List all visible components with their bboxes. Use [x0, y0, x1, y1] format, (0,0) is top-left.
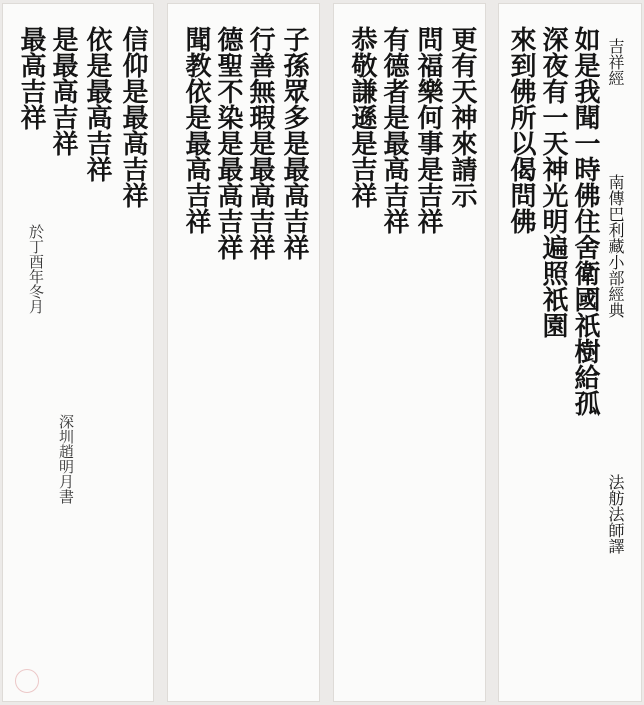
scroll-panel-3: [167, 3, 320, 702]
scroll-panel-2: [333, 3, 486, 702]
script-column: 更有天神來請示: [447, 26, 477, 208]
script-column: 來到佛所以偈問佛: [506, 26, 536, 234]
seal-stamp: [15, 669, 39, 693]
script-column: 最高吉祥: [16, 26, 46, 130]
inscription-signature: 深圳趙明月書: [57, 414, 75, 504]
inscription-date: 於丁酉年冬月: [27, 224, 45, 314]
script-column: 聞教依是最高吉祥: [181, 26, 211, 234]
script-column: 有德者是最高吉祥: [379, 26, 409, 234]
script-column: 問福樂何事是吉祥: [413, 26, 443, 234]
script-column: 恭敬謙遜是吉祥: [347, 26, 377, 208]
script-column: 如是我聞一時佛住舍衛國祇樹給孤: [570, 26, 600, 416]
script-column: 行善無瑕是最高吉祥: [245, 26, 275, 260]
script-column: 德聖不染是最高吉祥: [213, 26, 243, 260]
script-column: 子孫眾多是最高吉祥: [279, 26, 309, 260]
script-column: 依是最高吉祥: [82, 26, 112, 182]
sutra-title: 吉祥經: [606, 38, 625, 86]
script-column: 是最高吉祥: [48, 26, 78, 156]
sutra-origin: 南傳巴利藏小部經典: [606, 174, 625, 318]
script-column: 信仰是最高吉祥: [118, 26, 148, 208]
scroll-panel-1: [498, 3, 642, 702]
scroll-panel-4: [2, 3, 154, 702]
translator: 法舫法師譯: [606, 474, 625, 554]
script-column: 深夜有一天神光明遍照祇園: [538, 26, 568, 338]
